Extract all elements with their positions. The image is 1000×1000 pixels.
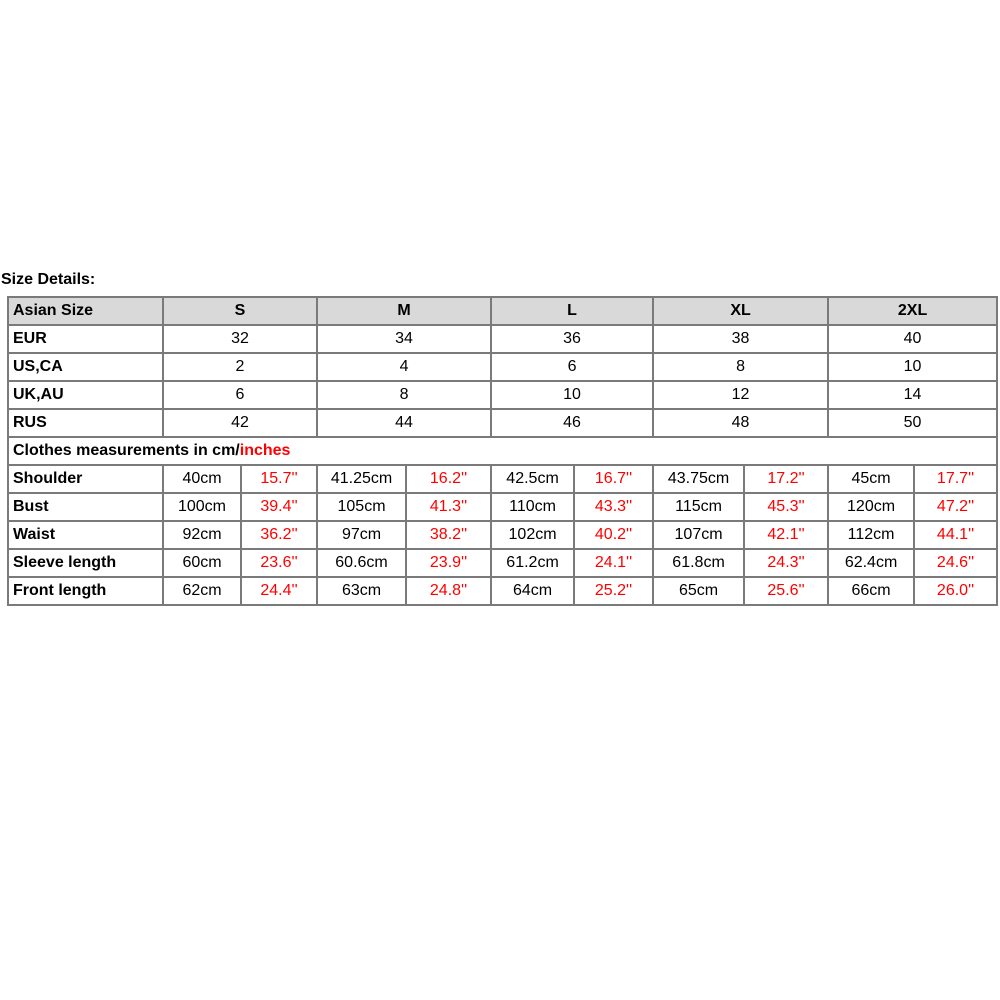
inch-cell: 23.9'' xyxy=(406,549,491,577)
row-label: UK,AU xyxy=(8,381,163,409)
inch-cell: 26.0'' xyxy=(914,577,997,605)
inch-cell: 17.7'' xyxy=(914,465,997,493)
table-cell: 44 xyxy=(317,409,491,437)
cm-cell: 64cm xyxy=(491,577,574,605)
uk-au-row xyxy=(8,381,997,409)
table-cell: 38 xyxy=(653,325,828,353)
size-header-row xyxy=(8,297,997,325)
inch-cell: 44.1'' xyxy=(914,521,997,549)
cm-cell: 115cm xyxy=(653,493,744,521)
inch-cell: 17.2'' xyxy=(744,465,828,493)
cm-cell: 62.4cm xyxy=(828,549,914,577)
table-cell: 8 xyxy=(317,381,491,409)
page-title: Size Details: xyxy=(1,271,96,288)
cm-cell: 107cm xyxy=(653,521,744,549)
cm-cell: 43.75cm xyxy=(653,465,744,493)
table-cell: 12 xyxy=(653,381,828,409)
table-cell: 36 xyxy=(491,325,653,353)
table-cell: 34 xyxy=(317,325,491,353)
inch-cell: 41.3'' xyxy=(406,493,491,521)
row-label: US,CA xyxy=(8,353,163,381)
inch-cell: 38.2'' xyxy=(406,521,491,549)
measurements-section-heading xyxy=(8,437,997,465)
cm-cell: 92cm xyxy=(163,521,241,549)
us-ca-row xyxy=(8,353,997,381)
inch-cell: 25.6'' xyxy=(744,577,828,605)
inch-cell: 43.3'' xyxy=(574,493,653,521)
row-label: Bust xyxy=(8,493,163,521)
size-header-2xl: 2XL xyxy=(828,297,997,325)
table-cell: 8 xyxy=(653,353,828,381)
cm-cell: 61.2cm xyxy=(491,549,574,577)
row-label: Front length xyxy=(8,577,163,605)
cm-cell: 60.6cm xyxy=(317,549,406,577)
row-label: RUS xyxy=(8,409,163,437)
table-cell: 14 xyxy=(828,381,997,409)
inch-cell: 40.2'' xyxy=(574,521,653,549)
table-cell: 6 xyxy=(163,381,317,409)
front-length-row xyxy=(8,577,997,605)
cm-cell: 41.25cm xyxy=(317,465,406,493)
inch-cell: 24.8'' xyxy=(406,577,491,605)
inch-cell: 24.1'' xyxy=(574,549,653,577)
table-cell: 2 xyxy=(163,353,317,381)
cm-cell: 102cm xyxy=(491,521,574,549)
table-cell: 40 xyxy=(828,325,997,353)
cm-cell: 62cm xyxy=(163,577,241,605)
inch-cell: 24.6'' xyxy=(914,549,997,577)
size-header-s: S xyxy=(163,297,317,325)
cm-cell: 42.5cm xyxy=(491,465,574,493)
size-header-m: M xyxy=(317,297,491,325)
inch-cell: 45.3'' xyxy=(744,493,828,521)
size-header-xl: XL xyxy=(653,297,828,325)
row-label: EUR xyxy=(8,325,163,353)
shoulder-row xyxy=(8,465,997,493)
eur-row xyxy=(8,325,997,353)
table-cell: 6 xyxy=(491,353,653,381)
row-label: Waist xyxy=(8,521,163,549)
cm-cell: 66cm xyxy=(828,577,914,605)
section-inches-highlight: inches xyxy=(239,442,291,459)
table-cell: 46 xyxy=(491,409,653,437)
cm-cell: 105cm xyxy=(317,493,406,521)
table-cell: 10 xyxy=(828,353,997,381)
sleeve-length-row xyxy=(8,549,997,577)
cm-cell: 61.8cm xyxy=(653,549,744,577)
table-cell: 48 xyxy=(653,409,828,437)
cm-cell: 110cm xyxy=(491,493,574,521)
table-cell: 32 xyxy=(163,325,317,353)
inch-cell: 15.7'' xyxy=(241,465,317,493)
bust-row xyxy=(8,493,997,521)
inch-cell: 23.6'' xyxy=(241,549,317,577)
inch-cell: 39.4'' xyxy=(241,493,317,521)
cm-cell: 100cm xyxy=(163,493,241,521)
table-cell: 50 xyxy=(828,409,997,437)
asian-size-label: Asian Size xyxy=(8,297,163,325)
row-label: Sleeve length xyxy=(8,549,163,577)
cm-cell: 97cm xyxy=(317,521,406,549)
row-label: Shoulder xyxy=(8,465,163,493)
size-chart-table xyxy=(7,296,998,606)
cm-cell: 60cm xyxy=(163,549,241,577)
table-cell: 42 xyxy=(163,409,317,437)
waist-row xyxy=(8,521,997,549)
cm-cell: 63cm xyxy=(317,577,406,605)
inch-cell: 16.2'' xyxy=(406,465,491,493)
measurements-section-row xyxy=(8,437,997,465)
inch-cell: 25.2'' xyxy=(574,577,653,605)
inch-cell: 36.2'' xyxy=(241,521,317,549)
inch-cell: 24.3'' xyxy=(744,549,828,577)
inch-cell: 47.2'' xyxy=(914,493,997,521)
inch-cell: 16.7'' xyxy=(574,465,653,493)
cm-cell: 112cm xyxy=(828,521,914,549)
size-header-l: L xyxy=(491,297,653,325)
cm-cell: 45cm xyxy=(828,465,914,493)
cm-cell: 40cm xyxy=(163,465,241,493)
table-cell: 4 xyxy=(317,353,491,381)
cm-cell: 65cm xyxy=(653,577,744,605)
inch-cell: 42.1'' xyxy=(744,521,828,549)
inch-cell: 24.4'' xyxy=(241,577,317,605)
cm-cell: 120cm xyxy=(828,493,914,521)
table-cell: 10 xyxy=(491,381,653,409)
rus-row xyxy=(8,409,997,437)
section-prefix: Clothes measurements in cm/ xyxy=(13,442,240,459)
